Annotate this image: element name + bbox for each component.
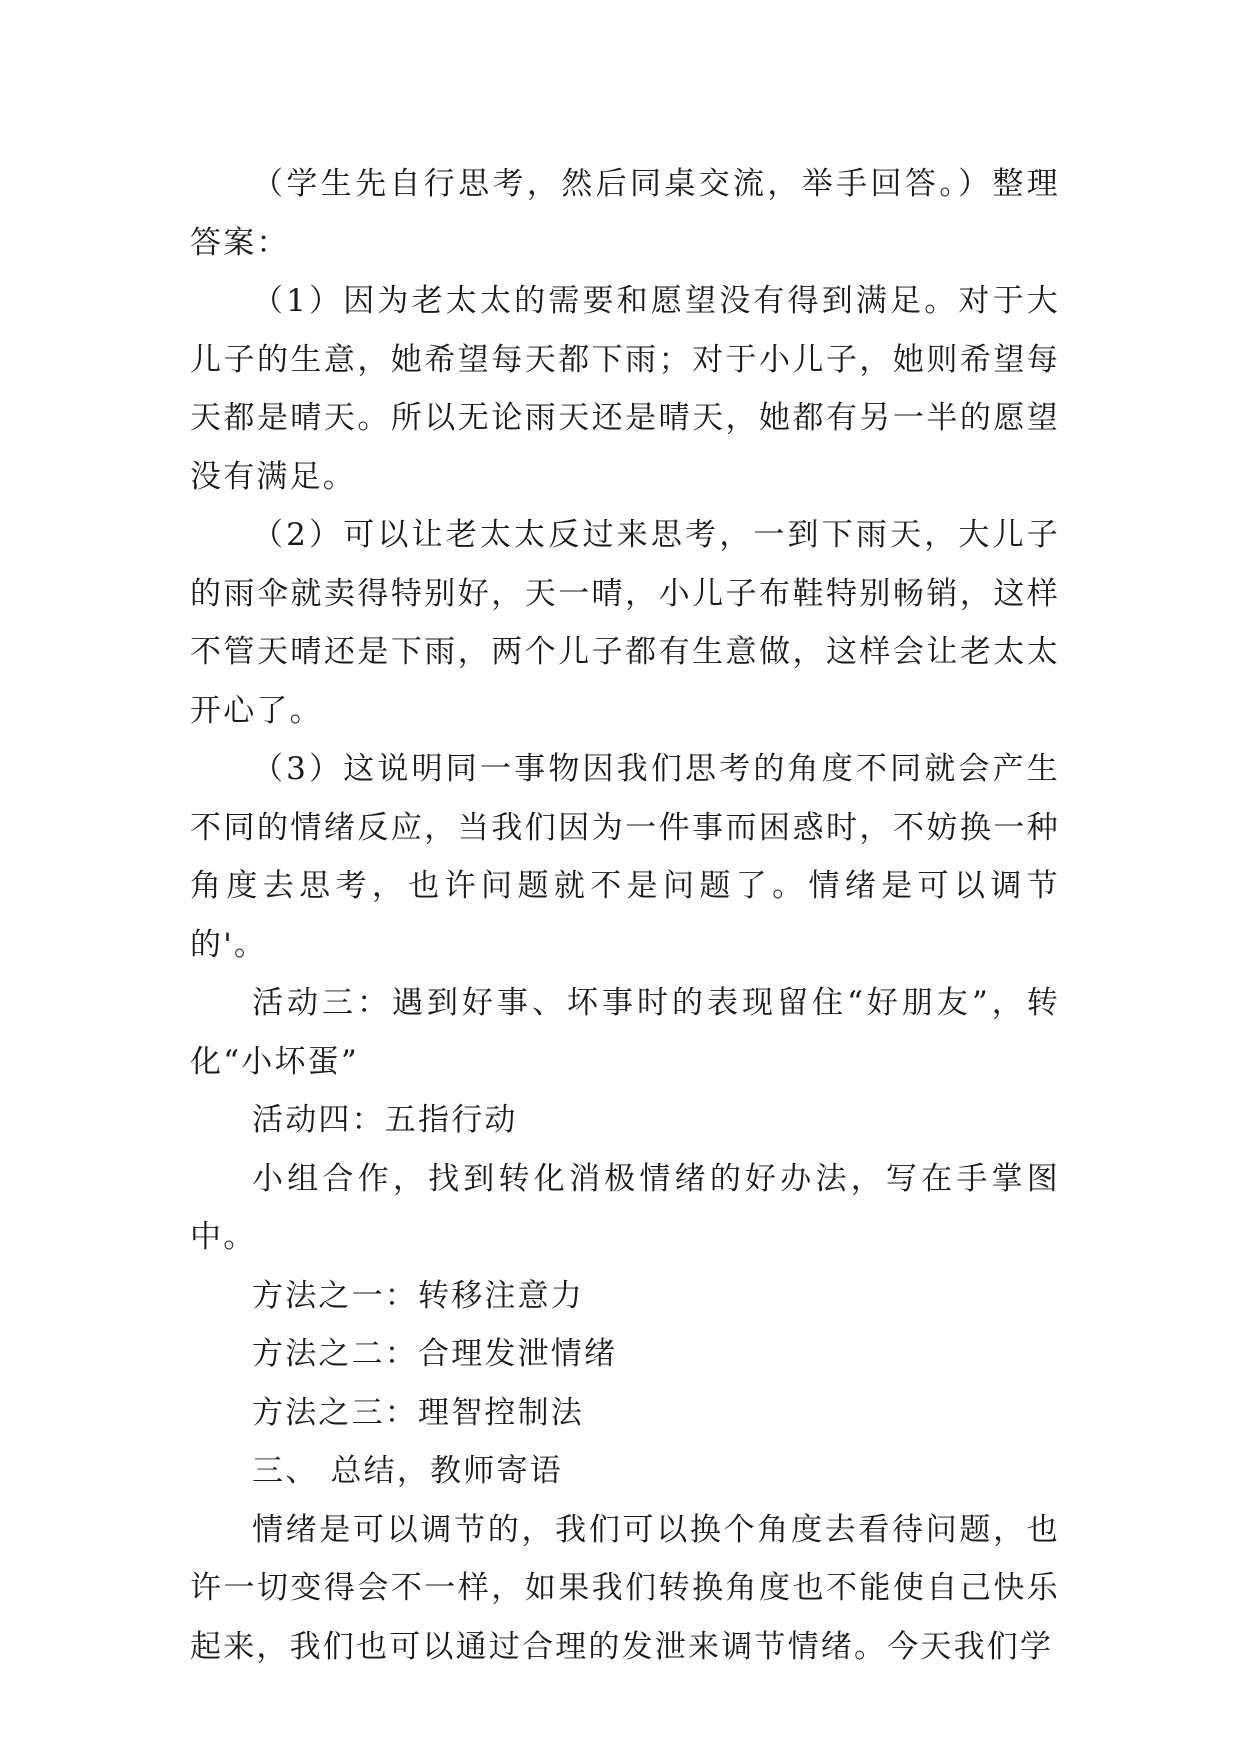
paragraph-activity-3: 活动三：遇到好事、坏事时的表现留住“好朋友”，转化“小坏蛋” — [190, 985, 1060, 1080]
paragraph-method-3: 方法之三：理智控制法 — [252, 1394, 584, 1431]
paragraph-group-work: 小组合作，找到转化消极情绪的好办法，写在手掌图中。 — [190, 1160, 1060, 1255]
paragraph-answer-1: （1）因为老太太的需要和愿望没有得到满足。对于大儿子的生意，她希望每天都下雨；对于小儿子，她则希望每天都是晴天。所以无论雨天还是晴天，她都有另一半的愿望没有满足。 — [190, 283, 1060, 495]
paragraph-intro: （学生先自行思考，然后同桌交流，举手回答。）整理答案： — [190, 166, 1060, 261]
paragraph-method-2: 方法之二：合理发泄情绪 — [252, 1336, 618, 1372]
document-body — [190, 155, 1060, 1676]
paragraph-answer-2: （2）可以让老太太反过来思考，一到下雨天，大儿子的雨伞就卖得特别好，天一晴，小儿子布鞋特别畅销，这样不管天晴还是下雨，两个儿子都有生意做，这样会让老太太开心了。 — [190, 517, 1060, 729]
section-heading-summary: 三、 总结，教师寄语 — [252, 1453, 563, 1489]
paragraph-summary: 情绪是可以调节的，我们可以换个角度去看待问题，也许一切变得会不一样，如果我们转换角度也不能使自己快乐起来，我们也可以通过合理的发泄来调节情绪。今天我们学 — [190, 1511, 1060, 1665]
paragraph-activity-4: 活动四：五指行动 — [252, 1102, 518, 1138]
paragraph-answer-3: （3）这说明同一事物因我们思考的角度不同就会产生不同的情绪反应，当我们因为一件事而困惑时，不妨换一种角度去思考，也许问题就不是问题了。情绪是可以调节的'。 — [190, 751, 1060, 963]
paragraph-method-1: 方法之一：转移注意力 — [252, 1277, 584, 1314]
